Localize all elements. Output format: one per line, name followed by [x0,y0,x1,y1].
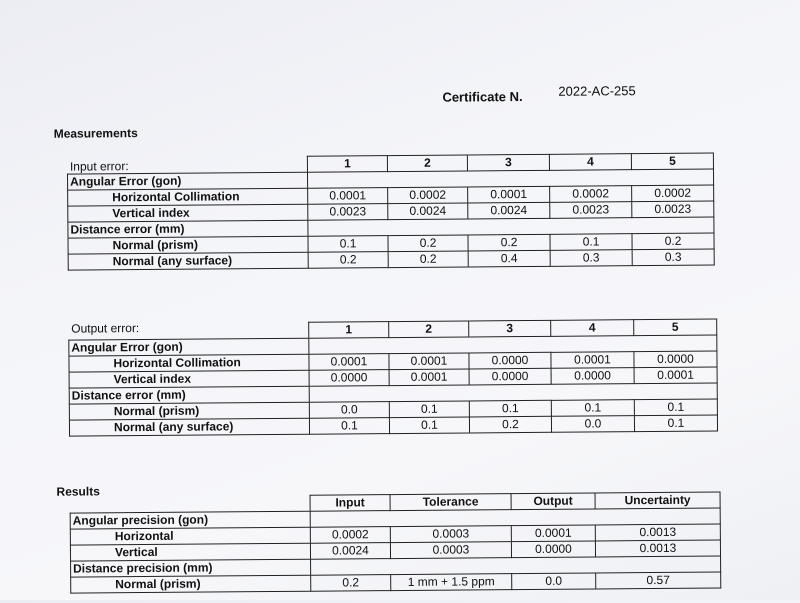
row-label: Horizontal [70,527,310,545]
value-cell: 0.0000 [309,370,389,387]
value-cell: 0.57 [596,572,721,589]
certificate-label: Certificate N. [442,89,523,105]
measurements-title: Measurements [53,126,138,141]
column-header: 2 [387,155,467,172]
value-cell: 0.0002 [388,187,468,204]
column-header: Tolerance [390,494,511,511]
value-cell: 0.0000 [511,541,595,558]
row-label: Horizontal Collimation [69,354,309,372]
column-header: Input [310,495,390,512]
row-label: Vertical index [69,370,309,388]
column-header: 2 [389,321,469,338]
output-error-table [68,319,718,437]
value-cell: 0.3 [632,249,714,266]
value-cell: 0.0001 [511,525,595,542]
row-label: Normal (prism) [69,402,309,420]
group-label: Angular Error (gon) [69,338,309,356]
column-header: 4 [549,154,631,171]
value-cell: 0.0 [512,573,596,590]
value-cell: 0.1 [550,234,632,251]
input-error-table [67,153,715,271]
value-cell: 0.0001 [468,186,550,203]
value-cell: 0.1 [389,417,469,434]
value-cell: 0.4 [468,250,550,267]
value-cell: 0.2 [632,233,714,250]
input-error-title: Input error: [69,159,129,174]
row-label: Normal (prism) [71,575,311,593]
certificate-number: 2022-AC-255 [558,83,636,99]
column-header: 5 [634,319,717,336]
column-header: Uncertainty [595,492,720,509]
row-label: Vertical index [68,204,308,222]
value-cell: 0.0000 [634,351,717,368]
row-label: Horizontal Collimation [68,188,308,206]
value-cell: 0.0002 [550,186,632,203]
column-header: Output [511,493,595,510]
column-header: 4 [551,320,634,337]
group-label: Distance error (mm) [68,220,308,238]
column-header: 1 [309,322,389,339]
value-cell: 0.0002 [310,527,390,544]
value-cell: 0.0 [309,402,389,419]
row-label: Vertical [70,543,310,561]
value-cell: 0.0001 [551,352,634,369]
value-cell: 0.1 [469,400,551,417]
column-header: 5 [631,153,713,170]
results-table [70,491,722,593]
value-cell: 0.0000 [469,352,551,369]
value-cell: 0.2 [308,252,388,269]
blank-cell [70,495,310,513]
value-cell: 0.0002 [632,185,714,202]
value-cell: 0.0024 [468,202,550,219]
row-label: Normal (prism) [68,236,308,254]
blank-cell [69,322,309,340]
value-cell: 0.0001 [308,188,388,205]
value-cell: 0.1 [551,400,634,417]
value-cell: 0.0001 [309,354,389,371]
group-label: Angular precision (gon) [70,511,310,529]
value-cell: 0.0023 [308,204,388,221]
value-cell: 0.0000 [551,368,634,385]
value-cell: 0.0 [551,416,634,433]
value-cell: 0.0001 [389,353,469,370]
value-cell: 0.0013 [595,540,720,557]
value-cell: 0.0001 [634,367,717,384]
value-cell: 0.0023 [632,201,714,218]
value-cell: 0.0001 [389,369,469,386]
value-cell: 0.1 [309,418,389,435]
value-cell: 0.2 [311,575,391,592]
column-header: 3 [469,320,551,337]
value-cell: 0.0023 [550,202,632,219]
value-cell: 0.0024 [388,203,468,220]
results-title: Results [56,484,100,499]
value-cell: 0.1 [389,401,469,418]
row-label: Normal (any surface) [68,252,308,270]
value-cell: 0.1 [634,399,717,416]
value-cell: 0.0003 [390,542,511,559]
value-cell: 0.0013 [595,524,720,541]
column-header: 1 [307,156,387,173]
value-cell: 0.1 [308,236,388,253]
row-label: Normal (any surface) [69,418,309,436]
output-error-title: Output error: [71,321,140,336]
value-cell: 0.2 [468,234,550,251]
value-cell: 0.0003 [390,526,511,543]
value-cell: 0.0000 [469,368,551,385]
group-label: Distance precision (mm) [71,559,311,577]
value-cell: 0.2 [388,235,468,252]
value-cell: 0.2 [469,416,551,433]
group-label: Angular Error (gon) [68,172,308,190]
group-label: Distance error (mm) [69,386,309,404]
value-cell: 0.3 [550,250,632,267]
blank-cell [67,156,307,174]
value-cell: 0.0024 [310,543,390,560]
value-cell: 0.1 [634,415,717,432]
value-cell: 0.2 [388,251,468,268]
column-header: 3 [467,154,549,171]
value-cell: 1 mm + 1.5 ppm [391,574,512,591]
